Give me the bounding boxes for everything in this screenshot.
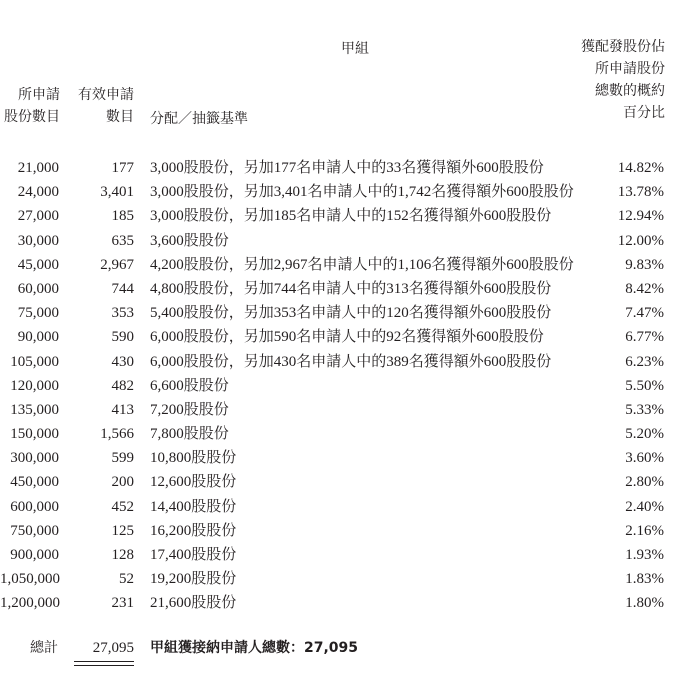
- allocation-basis-cell: 3,000股股份，另加177名申請人中的33名獲得額外600股股份: [150, 160, 544, 176]
- table-body: [0, 156, 679, 616]
- allocation-basis-cell: 3,000股股份，另加3,401名申請人中的1,742名獲得額外600股股份: [150, 184, 574, 201]
- valid-applications-cell: 125: [111, 522, 134, 539]
- allocation-basis-cell: 14,400股股份: [150, 498, 237, 515]
- table-row: [0, 495, 679, 519]
- valid-applications-cell: 353: [111, 305, 134, 322]
- valid-applications-cell: 52: [119, 571, 134, 588]
- table-row: [0, 374, 679, 398]
- valid-applications-cell: 3,401: [100, 184, 134, 201]
- allocation-basis-header: 分配／抽籤基準: [150, 111, 248, 127]
- applied-shares-cell: 120,000: [10, 377, 59, 394]
- allotted-percentage-cell: 1.93%: [625, 547, 664, 563]
- applied-shares-cell: 90,000: [17, 329, 59, 346]
- applied-shares-cell: 27,000: [17, 208, 59, 225]
- valid-applications-cell: 635: [111, 232, 134, 249]
- applied-shares-cell: 1,050,000: [0, 571, 60, 588]
- valid-applications-cell: 599: [111, 450, 134, 467]
- allotted-percentage-cell: 1.80%: [625, 595, 664, 612]
- applied-shares-cell: 24,000: [17, 184, 59, 201]
- valid-applications-cell: 200: [111, 474, 134, 491]
- table-row: [0, 204, 679, 228]
- applied-shares-cell: 21,000: [17, 160, 59, 176]
- valid-applications-cell: 482: [111, 377, 134, 394]
- table-row: [0, 470, 679, 494]
- applied-shares-cell: 30,000: [17, 232, 59, 249]
- total-double-underline: [74, 661, 134, 662]
- allotted-percentage-cell: 12.00%: [617, 232, 664, 249]
- applied-shares-cell: 75,000: [17, 305, 59, 322]
- applied-shares-cell: 450,000: [10, 474, 59, 491]
- allotted-percentage-cell: 2.16%: [625, 522, 664, 539]
- applied-shares-cell: 150,000: [10, 426, 59, 443]
- applied-shares-cell: 135,000: [10, 401, 59, 418]
- allocation-basis-cell: 17,400股股份: [150, 547, 237, 563]
- valid-applications-cell: 452: [111, 498, 134, 515]
- valid-applications-cell: 185: [111, 208, 134, 225]
- table-row: [0, 253, 679, 277]
- table-row: [0, 325, 679, 349]
- total-value: 27,095: [92, 640, 134, 656]
- valid-applications-header: 有效申請 數目: [78, 87, 134, 125]
- allotted-percentage-header: 獲配發股份佔 所申請股份 總數的概約 百分比: [581, 39, 665, 121]
- table-row: [0, 301, 679, 325]
- allotted-percentage-cell: 2.80%: [625, 474, 664, 491]
- table-row: [0, 277, 679, 301]
- applied-shares-cell: 105,000: [10, 353, 59, 370]
- valid-applications-cell: 744: [111, 280, 134, 297]
- allocation-basis-cell: 6,000股股份，另加430名申請人中的389名獲得額外600股股份: [150, 353, 552, 370]
- total-accepted-applicants: 甲組獲接納申請人總數：27,095: [150, 640, 359, 656]
- allocation-basis-cell: 6,000股股份，另加590名申請人中的92名獲得額外600股股份: [150, 329, 544, 346]
- allotted-percentage-cell: 5.20%: [625, 426, 664, 443]
- table-row: [0, 446, 679, 470]
- valid-applications-cell: 177: [111, 160, 134, 176]
- allotted-percentage-cell: 13.78%: [617, 184, 664, 201]
- table-row: [0, 180, 679, 204]
- valid-applications-cell: 128: [111, 547, 134, 563]
- valid-applications-cell: 430: [111, 353, 134, 370]
- allotted-percentage-cell: 5.50%: [625, 377, 664, 394]
- table-row: [0, 229, 679, 253]
- applied-shares-cell: 300,000: [10, 450, 59, 467]
- applied-shares-cell: 1,200,000: [0, 595, 60, 612]
- applied-shares-cell: 900,000: [10, 547, 59, 563]
- allotted-percentage-cell: 14.82%: [617, 160, 664, 176]
- allocation-basis-cell: 16,200股股份: [150, 522, 237, 539]
- allotted-percentage-cell: 2.40%: [625, 498, 664, 515]
- table-row: [0, 350, 679, 374]
- allotted-percentage-cell: 1.83%: [625, 571, 664, 588]
- allotted-percentage-cell: 6.77%: [625, 329, 664, 346]
- group-heading: 甲組: [341, 41, 369, 57]
- valid-applications-cell: 231: [111, 595, 134, 612]
- allotted-percentage-cell: 9.83%: [625, 256, 664, 273]
- allocation-basis-cell: 12,600股股份: [150, 474, 237, 491]
- table-row: [0, 519, 679, 543]
- allocation-basis-cell: 3,000股股份，另加185名申請人中的152名獲得額外600股股份: [150, 208, 552, 225]
- total-label: 總計: [30, 640, 58, 656]
- allocation-basis-cell: 19,200股股份: [150, 571, 237, 588]
- allocation-basis-cell: 4,200股股份，另加2,967名申請人中的1,106名獲得額外600股股份: [150, 256, 574, 273]
- table-row: [0, 422, 679, 446]
- applied-shares-cell: 600,000: [10, 498, 59, 515]
- allotted-percentage-cell: 3.60%: [625, 450, 664, 467]
- allocation-basis-cell: 5,400股股份，另加353名申請人中的120名獲得額外600股股份: [150, 305, 552, 322]
- allotted-percentage-cell: 8.42%: [625, 280, 664, 297]
- table-row: [0, 156, 679, 180]
- valid-applications-cell: 1,566: [100, 426, 134, 443]
- allocation-basis-cell: 7,200股股份: [150, 401, 229, 418]
- allocation-basis-cell: 6,600股股份: [150, 377, 229, 394]
- table-row: [0, 543, 679, 567]
- table-row: [0, 567, 679, 591]
- total-row: [0, 636, 679, 660]
- allocation-basis-cell: 4,800股股份，另加744名申請人中的313名獲得額外600股股份: [150, 280, 552, 297]
- applied-shares-cell: 750,000: [10, 522, 59, 539]
- allocation-basis-cell: 7,800股股份: [150, 426, 229, 443]
- applied-shares-header: 所申請 股份數目: [4, 87, 60, 125]
- valid-applications-cell: 2,967: [100, 256, 134, 273]
- allocation-basis-cell: 3,600股股份: [150, 232, 229, 249]
- applied-shares-cell: 60,000: [17, 280, 59, 297]
- valid-applications-cell: 413: [111, 401, 134, 418]
- allocation-basis-cell: 21,600股股份: [150, 595, 237, 612]
- allocation-basis-cell: 10,800股股份: [150, 450, 237, 467]
- valid-applications-cell: 590: [111, 329, 134, 346]
- allotted-percentage-cell: 6.23%: [625, 353, 664, 370]
- allotted-percentage-cell: 5.33%: [625, 401, 664, 418]
- total-double-underline: [74, 665, 134, 666]
- applied-shares-cell: 45,000: [17, 256, 59, 273]
- allotted-percentage-cell: 12.94%: [617, 208, 664, 225]
- table-row: [0, 398, 679, 422]
- table-row: [0, 591, 679, 615]
- allotted-percentage-cell: 7.47%: [625, 305, 664, 322]
